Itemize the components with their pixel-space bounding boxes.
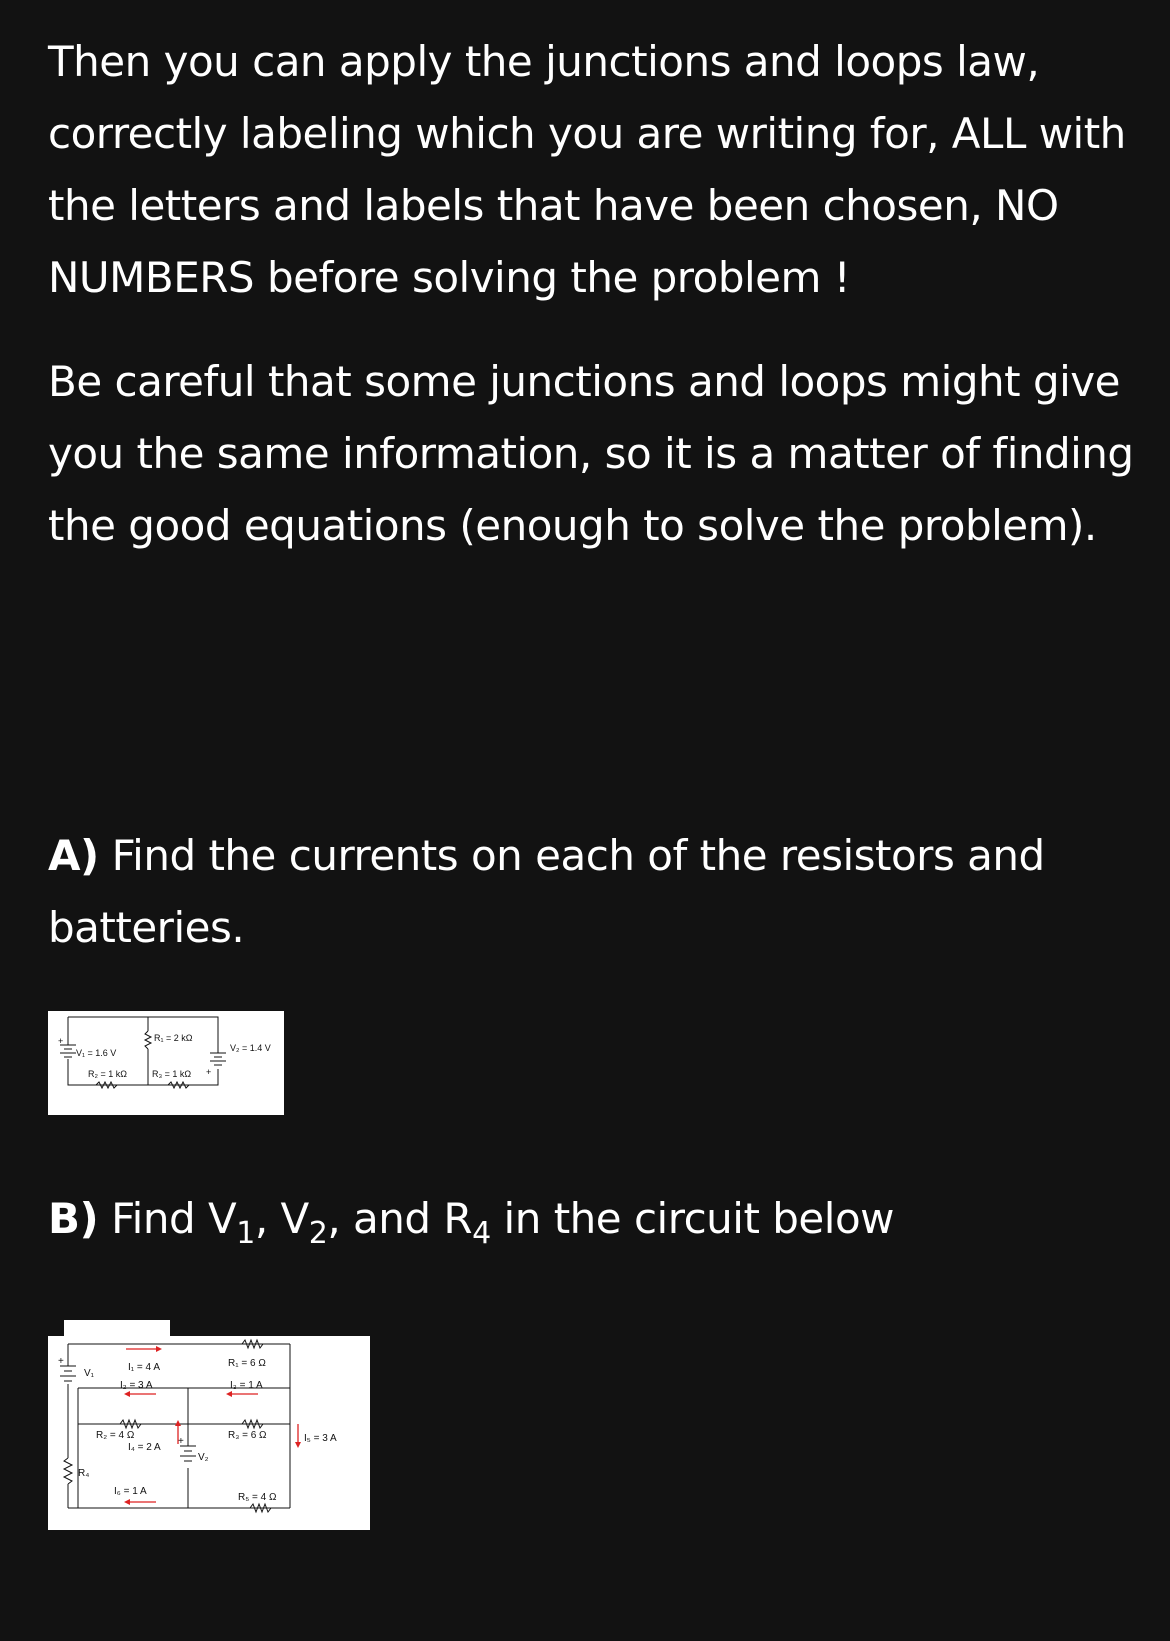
arrow-i2-head [124, 1391, 130, 1397]
question-b-label: B) [48, 1194, 99, 1243]
question-b-text-1: Find V [111, 1194, 237, 1243]
intro-paragraph-1: Then you can apply the junctions and loops law, correctly labeling which you are writing for, ALL with the letters and labels that have been chosen, NO NUMBERS before solving the problem ! [48, 37, 1126, 302]
arrow-i4-head [175, 1420, 181, 1426]
label-r1-a: R₁ = 2 kΩ [154, 1033, 193, 1043]
question-b-sub-1: 1 [236, 1216, 255, 1251]
arrow-i1-head [156, 1346, 162, 1352]
circuit-figure-b [48, 1336, 370, 1530]
circuit-figure-a [48, 1011, 284, 1115]
question-b-text-2: , V [254, 1194, 309, 1243]
plus-sign-a1: + [58, 1036, 64, 1046]
label-v2-a: V₂ = 1.4 V [230, 1043, 271, 1053]
label-i4: I₄ = 2 A [128, 1442, 161, 1453]
label-r5-b: R₅ = 4 Ω [238, 1492, 277, 1503]
circuit-b-diagram [48, 1336, 370, 1530]
battery-v2-a [210, 1053, 226, 1065]
label-r2-b: R₂ = 4 Ω [96, 1430, 135, 1441]
label-r3-a: R₃ = 1 kΩ [152, 1069, 192, 1079]
label-i1: I₁ = 4 A [128, 1362, 161, 1373]
battery-v1-a [60, 1045, 76, 1057]
label-i5: I₅ = 3 A [304, 1433, 337, 1444]
label-r1-b: R₁ = 6 Ω [228, 1358, 266, 1369]
question-b-sub-3: 4 [472, 1216, 491, 1251]
label-r4-b: R₄ [78, 1468, 90, 1479]
question-a-label: A) [48, 831, 99, 880]
plus-sign-b1: + [58, 1356, 64, 1367]
label-r2-a: R₂ = 1 kΩ [88, 1069, 127, 1079]
question-b-sub-2: 2 [308, 1216, 328, 1251]
battery-v2-b [180, 1446, 196, 1461]
intro-paragraph-2: Be careful that some junctions and loops might give you the same information, so it is a matter of finding the good equations (enough to solve the problem). [48, 357, 1134, 550]
plus-sign-b2: + [178, 1436, 184, 1447]
question-b-text-3: , and R [327, 1194, 473, 1243]
question-b-text-4: in the circuit below [490, 1194, 894, 1243]
question-a-text: Find the currents on each of the resistors and batteries. [48, 831, 1045, 952]
arrow-i6-head [124, 1499, 130, 1505]
resistor-r4-b [64, 1458, 72, 1484]
question-b [48, 1183, 894, 1255]
arrow-i5-head [295, 1442, 301, 1448]
label-r3-b: R₃ = 6 Ω [228, 1430, 267, 1441]
label-i6: I₆ = 1 A [114, 1486, 147, 1497]
label-i2: I₂ = 3 A [120, 1380, 153, 1391]
label-v2-b: V₂ [198, 1452, 209, 1463]
circuit-a-diagram [48, 1011, 284, 1115]
figure-b-tab [64, 1320, 170, 1336]
label-v1-a: V₁ = 1.6 V [76, 1048, 117, 1058]
question-a [48, 820, 1170, 964]
label-i3: I₃ = 1 A [230, 1380, 263, 1391]
label-v1-b: V₁ [84, 1368, 95, 1379]
plus-sign-a2: + [206, 1067, 212, 1077]
arrow-i3-head [226, 1391, 232, 1397]
battery-v1-b [60, 1366, 76, 1381]
